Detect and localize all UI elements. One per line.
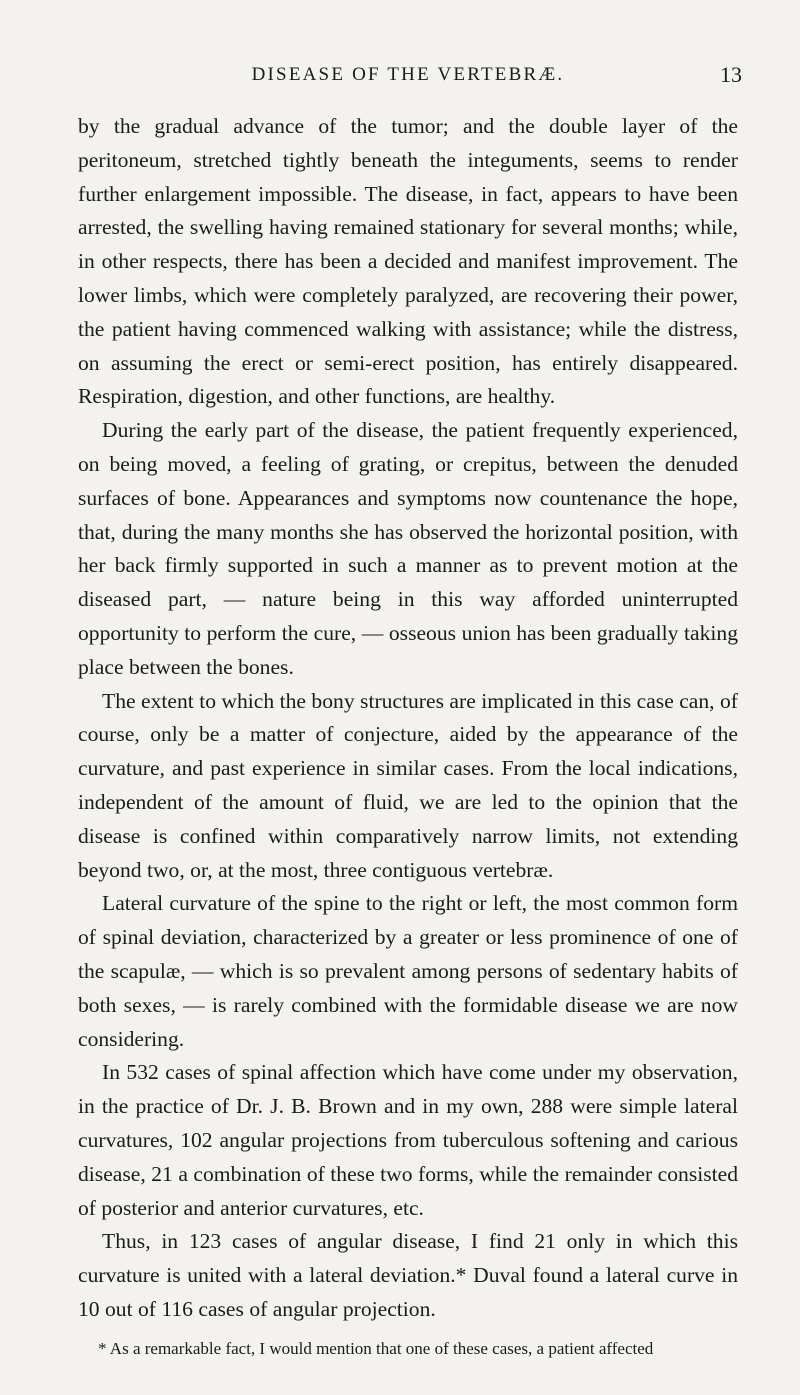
paragraph-lateral-curvature: Lateral curvature of the spine to the right or left, the most common form of spinal deviation, characterized by a greater or less prominence of one of the scapulæ, — which is so prevalent among persons of sedentary habits of both sexes, — is rarely combined with the formidable disease we are now considering. [78,891,738,1051]
page-number: 13 [720,62,742,87]
running-title: DISEASE OF THE VERTEBRÆ. [251,64,565,85]
paragraph-extent: The extent to which the bony structures are implicated in this case can, of course, only be a matter of conjecture, aided by the appearance of the curvature, and past experience in similar cases. From the local indications, independent of the amount of fluid, we are led to the opinion that the disease is confined within comparatively narrow limits, not extending beyond two, or, at the most, three contiguous vertebræ. [78,688,738,882]
paragraph-angular-disease: Thus, in 123 cases of angular disease, I find 21 only in which this curvature is united with a lateral deviation.* Duval found a lateral curve in 10 out of 116 cases of angular projection. [78,1229,738,1321]
paragraph-case-statistics: In 532 cases of spinal affection which have come under my observation, in the practice of Dr. J. B. Brown and in my own, 288 were simple lateral curvatures, 102 angular projections from tuberculous softening and carious disease, 21 a combination of these two forms, while the remainder consisted of posterior and anterior curvatures, etc. [78,1060,738,1220]
footnote: * As a remarkable fact, I would mention that one of these cases, a patient affected [98,1338,654,1358]
body-text [78,110,738,1327]
paragraph-crepitus: During the early part of the disease, the patient frequently experienced, on being moved, a feeling of grating, or crepitus, between the denuded surfaces of bone. Appearances and symptoms now countenance the hope, that, during the many months she has observed the horizontal position, with her back firmly supported in such a manner as to prevent motion at the diseased part, — nature being in this way afforded uninterrupted opportunity to perform the cure, — osseous union has been gradually taking place between the bones. [78,418,738,679]
running-head [78,62,742,98]
paragraph-continuation: by the gradual advance of the tumor; and the double layer of the peritoneum, stretched tightly beneath the integuments, seems to render further enlargement impossible. The disease, in fact, appears to have been arrested, the swelling having remained stationary for several months; while, in other respects, there has been a decided and manifest improvement. The lower limbs, which were completely paralyzed, are recovering their power, the patient having commenced walking with assistance; while the distress, on assuming the erect or semi-erect position, has entirely disappeared. Respiration, digestion, and other functions, are healthy. [78,114,738,409]
